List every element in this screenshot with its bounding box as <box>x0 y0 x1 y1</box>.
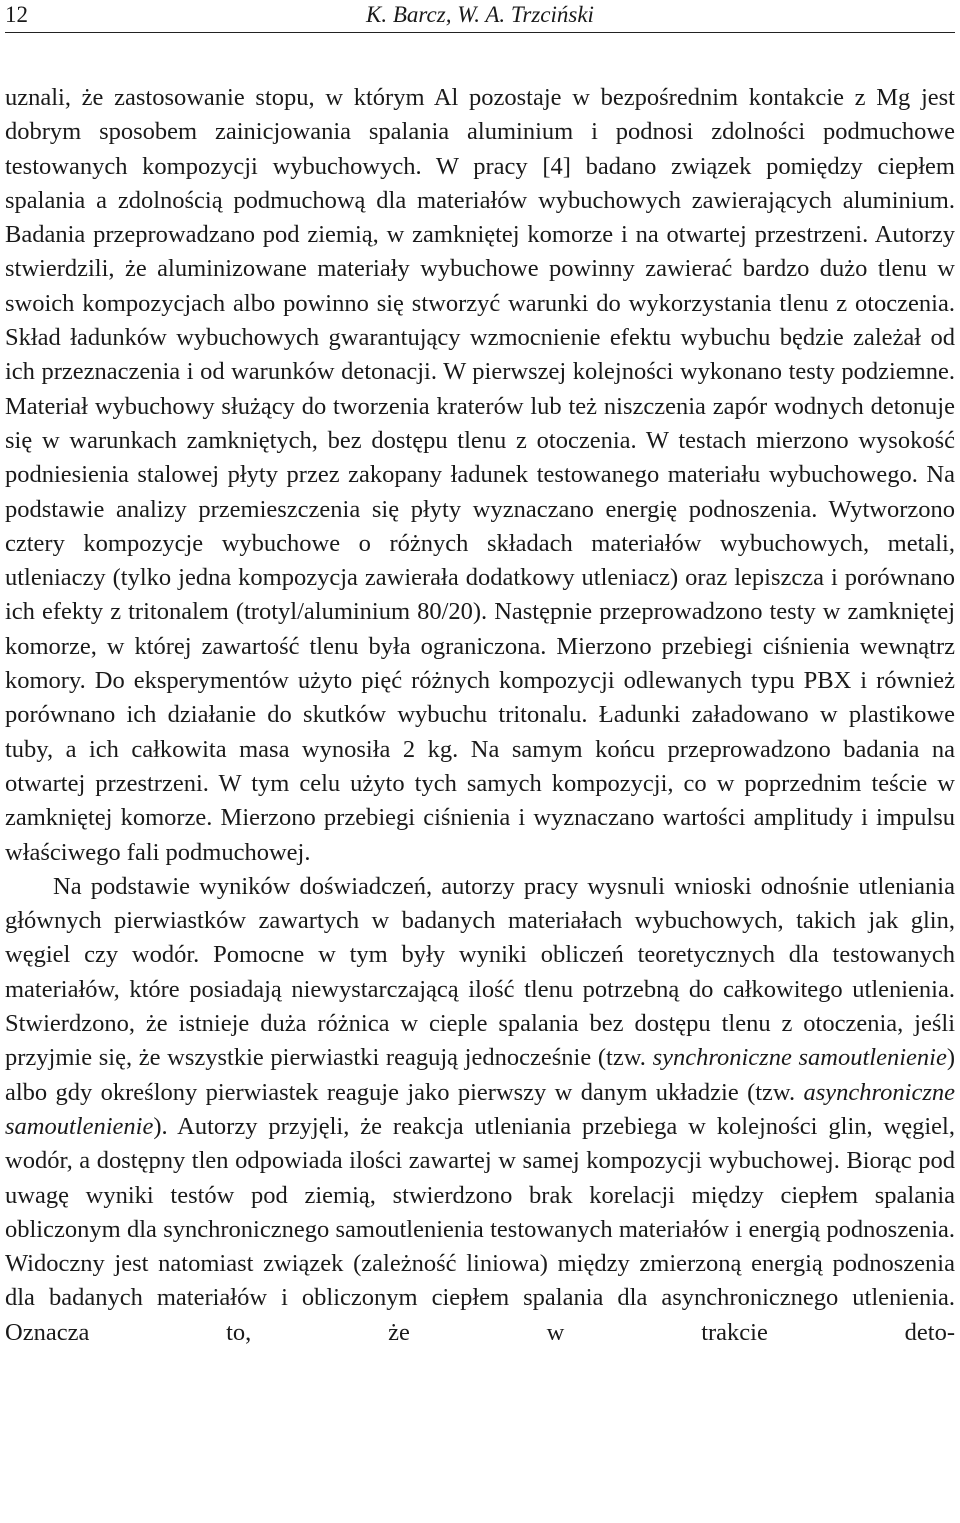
document-page <box>5 0 955 1350</box>
body-text <box>5 81 955 1350</box>
italic-term: synchroniczne samoutlenienie <box>652 1044 947 1072</box>
page-header <box>5 0 955 33</box>
paragraph-text: Na podstawie wyników doświadczeń, autorzy pracy wysnuli wnioski odnośnie utleniania głównych pierwiastków zawartych w badanych materiałach wybuchowych, takich jak glin, węgiel czy wodór. Pomocne w tym były wyniki obliczeń teoretycznych dla testowanych materiałów, które posiadają niewystarczającą ilość tlenu potrzebną do całkowitego utlenienia. Stwierdzono, że istnieje duża różnica w cieple spalania bez dostępu tlenu z otoczenia, jeśli przyjmie się, że wszystkie pierwiastki reagują jednocześnie (tzw. <box>5 872 955 1072</box>
paragraph-text: ) albo gdy określony pierwiastek reaguje jako pierwszy w danym układzie (tzw. <box>5 1044 955 1106</box>
paragraph-text: ). Autorzy przyjęli, że reakcja utleniania przebiega w kolejności glin, węgiel, wodór, a dostępny tlen odpowiada ilości zawartej w samej kompozycji wybuchowej. Biorąc pod uwagę wyniki testów pod ziemią, stwierdzono brak korelacji między ciepłem spalania obliczonym dla synchronicznego samoutlenienia testowanych materiałów i energią podnoszenia. Widoczny jest natomiast związek (zależność liniowa) między zmierzoną energią podnoszenia dla badanych materiałów i obliczonym ciepłem spalania dla asynchronicznego utlenienia. Oznacza to, że w trakcie deto- <box>5 1112 955 1346</box>
running-head: K. Barcz, W. A. Trzciński <box>366 2 594 27</box>
paragraph <box>5 870 955 1350</box>
paragraph-continued: uznali, że zastosowanie stopu, w którym Al pozostaje w bezpośrednim kontakcie z Mg jest dobrym sposobem zainicjowania spalania aluminium i podnosi zdolności podmuchowe testowanych kompozycji wybuchowych. W pracy [4] badano związek pomiędzy ciepłem spalania a zdolnością podmuchową dla materiałów wybuchowych zawierających aluminium. Badania przeprowadzano pod ziemią, w zamkniętej komorze i na otwartej przestrzeni. Autorzy stwierdzili, że aluminizowane materiały wybuchowe powinny zawierać bardzo dużo tlenu w swoich kompozycjach albo powinno się stworzyć warunki do wykorzystania tlenu z otoczenia. Skład ładunków wybuchowych gwarantujący wzmocnienie efektu wybuchu będzie zależał od ich przeznaczenia i od warunków detonacji. W pierwszej kolejności wykonano testy podziemne. Materiał wybuchowy służący do tworzenia kraterów lub też niszczenia zapór wodnych detonuje się w warunkach zamkniętych, bez dostępu tlenu z otoczenia. W testach mierzono wysokość podniesienia stalowej płyty przez zakopany ładunek testowanego materiału wybuchowego. Na podstawie analizy przemieszczenia się płyty wyznaczano energię podnoszenia. Wytworzono cztery kompozycje wybuchowe o różnych składach materiałów wybuchowych, metali, utleniaczy (tylko jedna kompozycja zawierała dodatkowy utleniacz) oraz lepiszcza i porównano ich efekty z tritonalem (trotyl/aluminium 80/20). Następnie przeprowadzono testy w zamkniętej komorze, w której zawartość tlenu była ograniczona. Mierzono przebiegi ciśnienia wewnątrz komory. Do eksperymentów użyto pięć różnych kompozycji odlewanych typu PBX i również porównano ich działanie do skutków wybuchu tritonalu. Ładunki załadowano w plastikowe tuby, a ich całkowita masa wynosiła 2 kg. Na samym końcu przeprowadzono badania na otwartej przestrzeni. W tym celu użyto tych samych kompozycji, co w poprzednim teście w zamkniętej komorze. Mierzono przebiegi ciśnienia i wyznaczano wartości amplitudy i impulsu właściwego fali podmuchowej. <box>5 84 955 866</box>
page-number: 12 <box>5 2 28 27</box>
italic-term: asynchroniczne samoutlenienie <box>5 1078 955 1140</box>
